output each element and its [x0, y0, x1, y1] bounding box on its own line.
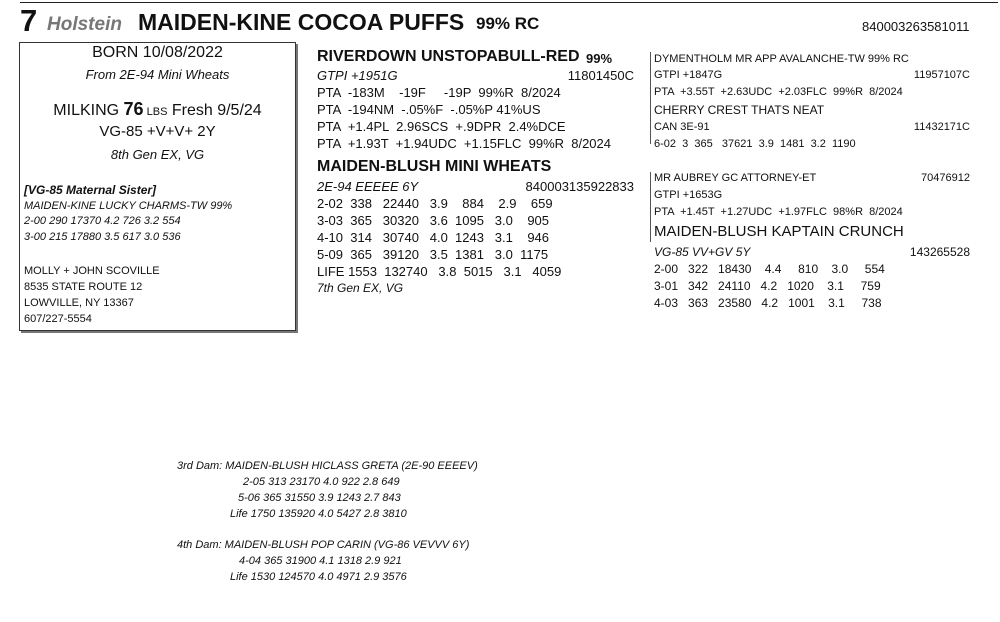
dam-sire-pta: PTA +1.45T +1.27UDC +1.97FLC 98%R 8/2024	[654, 206, 903, 218]
animal-info-box	[19, 42, 296, 331]
lot-number: 7	[20, 3, 38, 38]
owner-city: LOWVILLE, NY 13367	[24, 297, 134, 309]
owner-name: MOLLY + JOHN SCOVILLE	[24, 265, 160, 277]
fourth-dam-record: 4-04 365 31900 4.1 1318 2.9 921	[239, 555, 402, 567]
fourth-dam-lifetime: Life 1530 124570 4.0 4971 2.9 3576	[230, 571, 407, 583]
sire-pta-health: PTA +1.4PL 2.96SCS +.9DPR 2.4%DCE	[317, 119, 566, 134]
dam-lifetime-record: LIFE 1553 132740 3.8 5015 3.1 4059	[317, 264, 562, 279]
sister-heading: [VG-85 Maternal Sister]	[24, 183, 157, 197]
fresh-date: Fresh 9/5/24	[167, 102, 262, 119]
owner-address: 8535 STATE ROUTE 12	[24, 281, 143, 293]
dam-record: 4-10 314 30740 4.0 1243 3.1 946	[317, 230, 550, 245]
cow-name: MAIDEN-KINE COCOA PUFFS	[138, 9, 465, 35]
dam-name: MAIDEN-BLUSH MINI WHEATS	[317, 158, 552, 175]
rc-percent: 99% RC	[476, 14, 540, 33]
dam-dam-record: 4-03 363 23580 4.2 1001 3.1 738	[654, 296, 882, 310]
milking-unit: LBS	[143, 106, 168, 118]
dam-record: 3-03 365 30320 3.6 1095 3.0 905	[317, 213, 550, 228]
dam-dam-record: 2-00 322 18430 4.4 810 3.0 554	[654, 262, 885, 276]
sire-dam-id: 11432171C	[913, 121, 970, 133]
sire-dam-record: 6-02 3 365 37621 3.9 1481 3.2 1190	[654, 138, 856, 150]
dam-sire-gtpi: GTPI +1653G	[654, 189, 723, 201]
dam-generation: 7th Gen EX, VG	[317, 281, 404, 295]
owner-phone: 607/227-5554	[24, 313, 92, 325]
sire-sire-id: 11957107C	[913, 69, 970, 81]
sire-id: 11801450C	[567, 68, 634, 83]
sister-record-2: 3-00 215 17880 3.5 617 3.0 536	[24, 231, 181, 243]
milking-label: MILKING	[53, 102, 124, 119]
sire-pta-production: PTA -183M -19F -19P 99%R 8/2024	[317, 85, 561, 100]
sire-percent: 99%	[586, 51, 613, 66]
fourth-dam-heading: 4th Dam: MAIDEN-BLUSH POP CARIN (VG-86 VEVVV 6Y)	[177, 539, 470, 551]
sister-record-1: 2-00 290 17370 4.2 726 3.2 554	[24, 215, 181, 227]
sire-pedigree-bracket	[650, 52, 651, 144]
dam-sire-name: MR AUBREY GC ATTORNEY-ET	[654, 172, 817, 184]
third-dam-heading: 3rd Dam: MAIDEN-BLUSH HICLASS GRETA (2E-90 EEEEV)	[177, 460, 478, 472]
generation: 8th Gen EX, VG	[110, 147, 205, 162]
dam-pedigree-bracket	[650, 172, 651, 242]
dam-id: 840003135922833	[525, 179, 634, 194]
sister-name: MAIDEN-KINE LUCKY CHARMS-TW 99%	[24, 200, 233, 212]
sire-sire-gtpi: GTPI +1847G	[654, 69, 723, 81]
milking-pounds: 76	[123, 99, 144, 119]
dam-sire-id: 70476912	[921, 172, 970, 184]
sire-pta-type: PTA +1.93T +1.94UDC +1.15FLC 99%R 8/2024	[317, 136, 611, 151]
sire-sire-pta: PTA +3.55T +2.63UDC +2.03FLC 99%R 8/2024	[654, 86, 903, 98]
dam-record: 5-09 365 39120 3.5 1381 3.0 1175	[317, 247, 549, 262]
dam-dam-name: MAIDEN-BLUSH KAPTAIN CRUNCH	[654, 223, 904, 240]
sire-dam-name: CHERRY CREST THATS NEAT	[654, 103, 825, 117]
dam-dam-record: 3-01 342 24110 4.2 1020 3.1 759	[654, 279, 881, 293]
third-dam-lifetime: Life 1750 135920 4.0 5427 2.8 3810	[230, 508, 407, 520]
registration-number: 840003263581011	[862, 19, 970, 34]
sire-pta-components: PTA -194NM -.05%F -.05%P 41%US	[317, 102, 541, 117]
third-dam-record: 5-06 365 31550 3.9 1243 2.7 843	[238, 492, 401, 504]
sire-dam-classification: CAN 3E-91	[654, 121, 710, 133]
sire-name: RIVERDOWN UNSTOPABULL-RED	[317, 48, 580, 65]
top-rule	[20, 2, 998, 3]
third-dam-record: 2-05 313 23170 4.0 922 2.8 649	[243, 476, 400, 488]
dam-classification: 2E-94 EEEEE 6Y	[317, 179, 419, 194]
sire-gtpi: GTPI +1951G	[317, 68, 398, 83]
classification: VG-85 +V+V+ 2Y	[99, 123, 216, 140]
milking-line	[20, 99, 295, 120]
dam-dam-id: 143265528	[909, 245, 970, 259]
dam-dam-classification: VG-85 VV+GV 5Y	[654, 245, 751, 259]
sire-sire-name: DYMENTHOLM MR APP AVALANCHE-TW 99% RC	[654, 53, 909, 65]
born-date: BORN 10/08/2022	[92, 44, 223, 61]
from-dam: From 2E-94 Mini Wheats	[85, 67, 230, 82]
breed-label: Holstein	[47, 14, 122, 35]
dam-record: 2-02 338 22440 3.9 884 2.9 659	[317, 196, 553, 211]
